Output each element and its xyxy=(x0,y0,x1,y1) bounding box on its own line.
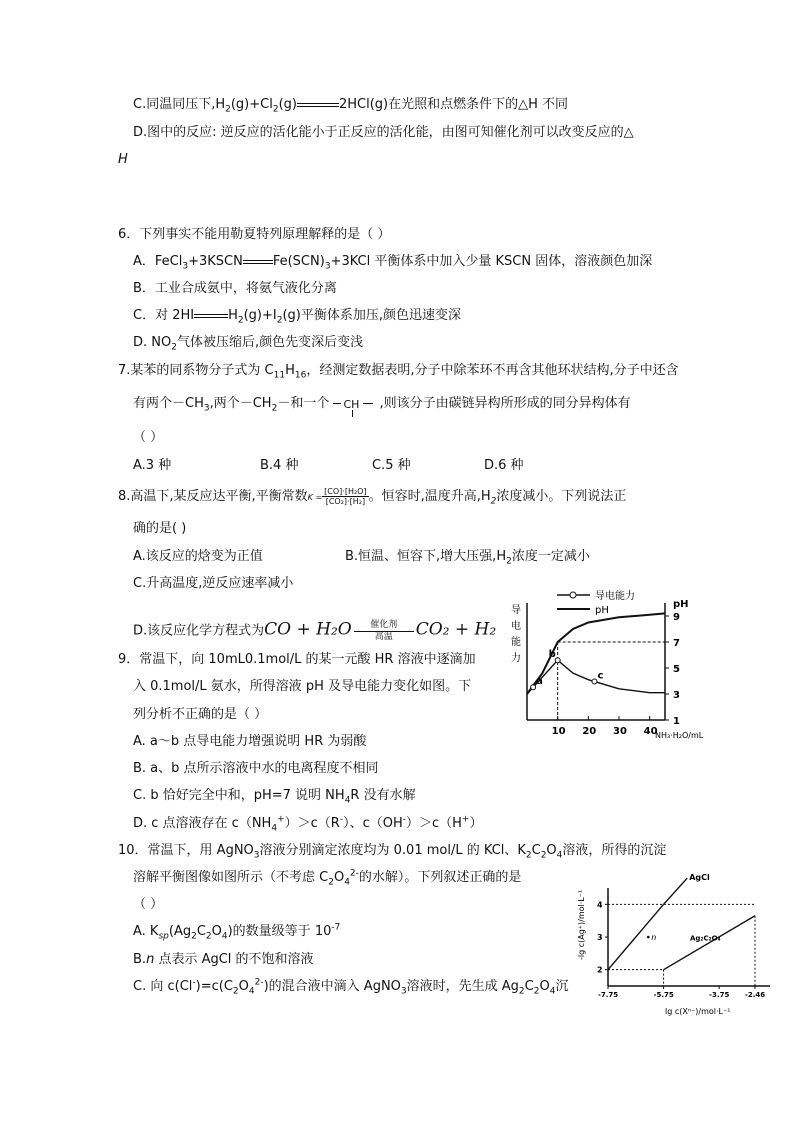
q8-line1: 8.高温下,某反应达平衡,平衡常数K = $\frac{\text{[CO]·[H₂O]}}{\text{[CO₂]·[H₂]}}$ 。恒容时,温度升高$,H_2$浓度减小。下列说法正 xyxy=(118,487,627,507)
q8-option-c: C.升高温度,逆反应速率减小 xyxy=(133,576,294,591)
agcl-line-ext xyxy=(664,878,688,904)
q10-option-a: A. $K_{sp}(Ag_2C_2O_4)$的数量级等于 $10^{-7}$ xyxy=(133,922,341,942)
q7-line2: 有两个$-CH_3$,两个$-CH_2-$和一个 CH ,则该分子由碳链异构所形成的同分异构体有 xyxy=(133,395,631,413)
q9-option-a: A. a～b 点导电能力增强说明 HR 为弱酸 xyxy=(133,734,367,749)
ph-tick-label: 5 xyxy=(673,664,680,675)
reaction-condition-arrow: 催化剂 高温 xyxy=(352,620,416,642)
point-label-b: b xyxy=(548,649,556,661)
y-axis-left-label-1: 导 xyxy=(511,605,521,616)
point-n-label: n xyxy=(651,933,657,942)
q6-option-d: D. $NO_2$气体被压缩后,颜色先变深后变浅 xyxy=(133,335,364,353)
legend-conductivity-marker xyxy=(570,592,576,598)
q10-option-b: B.n 点表示 AgCl 的不饱和溶液 xyxy=(133,952,314,967)
q10-line2: 溶解平衡图像如图所示（不考虑 $C_2O_4^{2-}$的水解）。下列叙述正确的是 xyxy=(133,868,522,888)
q10-blank: （ ） xyxy=(133,897,164,912)
ph-tick-label: 9 xyxy=(673,612,680,623)
q6-option-b: B．工业合成氨中，将氨气液化分离 xyxy=(133,281,337,296)
y-tick-label: 2 xyxy=(597,965,603,975)
ph-tick-label: 1 xyxy=(673,716,680,727)
y-axis-left-label-3: 能 xyxy=(511,637,521,648)
point-b xyxy=(555,658,560,663)
y-axis-left-label-4: 力 xyxy=(511,653,521,664)
x-tick-label: 10 xyxy=(551,726,566,737)
q8-option-a: A.该反应的焓变为正值 xyxy=(133,549,263,564)
q6-option-c: C．对 2HI $H_2(g)+I_2(g)$平衡体系加压,颜色迅速变深 xyxy=(133,308,461,326)
q9-option-b: B. a、b 点所示溶液中水的电离程度不相同 xyxy=(133,761,379,776)
equals-sign-icon xyxy=(297,99,339,111)
q9-option-d: D. c 点溶液存在 $c(NH_4^+)>c(R^-)$、c（OH-）＞c（H+） xyxy=(133,814,483,834)
x-axis-label: NH₃·H₂O/mL xyxy=(655,731,704,740)
q7-line1: 7.某苯的同系物分子式为 $C_{11}H_{16}$，经测定数据表明,分子中除苯环不再含其他环状结构,分子中还含 xyxy=(118,363,679,381)
q9-chart xyxy=(505,585,710,745)
q9-option-c: C. b 恰好完全中和，pH=7 说明 $NH_4R$ 没有水解 xyxy=(133,788,416,806)
q7-option-c: C.5 种 xyxy=(372,458,411,473)
legend-conductivity-label: 导电能力 xyxy=(595,591,635,602)
ph-tick-label: 7 xyxy=(673,638,680,649)
ag2c2o4-line xyxy=(664,916,755,970)
point-n xyxy=(647,936,650,939)
point-c xyxy=(592,679,597,684)
y-tick-label: 4 xyxy=(597,900,603,910)
equilibrium-constant-fraction: $\frac{\text{[CO]·[H₂O]}}{\text{[CO₂]·[H₂]}}$ xyxy=(324,487,367,506)
x-tick-label: -7.75 xyxy=(598,991,619,999)
q5-option-d-cont: H xyxy=(118,152,128,167)
y-tick-label: 3 xyxy=(597,933,603,942)
y-axis-label: -lg c(Ag⁺)/mol·L⁻¹ xyxy=(577,889,586,960)
point-label-a: a xyxy=(536,676,543,688)
legend-ph-label: pH xyxy=(595,605,609,616)
q7-option-b: B.4 种 xyxy=(260,458,299,473)
q9-line3: 列分析不正确的是（ ） xyxy=(133,707,268,722)
q8-line2: 确的是( ) xyxy=(133,521,187,536)
q7-option-a: A.3 种 xyxy=(133,458,172,473)
x-tick-label: 20 xyxy=(582,726,597,737)
equilibrium-arrow-icon xyxy=(194,310,228,322)
q9-line1: 9．常温下，向 10mL0.1mol/L 的某一元酸 HR 溶液中逐滴加 xyxy=(118,652,476,667)
q5-option-d: D.图中的反应: 逆反应的活化能小于正反应的活化能，由图可知催化剂可以改变反应的△ xyxy=(133,125,634,140)
y-axis-left-label-2: 电 xyxy=(511,621,521,632)
ch-group-structure: CH xyxy=(333,396,379,412)
x-axis-label: lg c(Xⁿ⁻)/mol·L⁻¹ xyxy=(665,1007,731,1016)
q6-stem: 6．下列事实不能用勒夏特列原理解释的是（ ） xyxy=(118,227,391,242)
q7-option-d: D.6 种 xyxy=(484,458,524,473)
q10-chart xyxy=(570,873,776,1020)
y-axis-right-label: pH xyxy=(673,599,689,610)
point-a xyxy=(531,685,536,690)
q6-option-a: A．FeCl$_3$+3KSCN $Fe(SCN)_3+3KCl$ 平衡体系中加入少量 KSCN 固体，溶液颜色加深 xyxy=(133,254,653,272)
equilibrium-arrow-icon xyxy=(243,256,273,268)
q8-option-d: D.该反应化学方程式为CO + H₂O 催化剂 高温 CO₂ + H₂ xyxy=(133,619,497,642)
ag2c2o4-label: Ag₂C₂O₄ xyxy=(689,934,721,943)
x-tick-label: 30 xyxy=(613,726,627,737)
conductivity-curve xyxy=(527,660,665,694)
x-tick-label: -3.75 xyxy=(709,991,730,999)
ph-tick-label: 3 xyxy=(673,690,680,701)
q9-line2: 入 0.1mol/L 氨水，所得溶液 pH 及导电能力变化如图。下 xyxy=(133,679,472,694)
x-tick-label: -2.46 xyxy=(745,991,766,999)
q5-option-c: C.同温同压下$,H_2(g)+Cl_2(g)$ 2HCl(g)在光照和点燃条件下的△H 不同 xyxy=(133,97,569,115)
point-label-c: c xyxy=(597,670,604,682)
agcl-label: AgCl xyxy=(689,873,710,883)
q8-option-b: B.恒温、恒容下,增大压强$,H_2$浓度一定减小 xyxy=(345,549,590,567)
q7-blank: （ ） xyxy=(133,430,164,445)
q10-option-c: C. 向 $c(Cl^-)=c(C_2O_4^{2-})$的混合液中滴入 AgNO$_3$溶液时，先生成 $Ag_2C_2O_4$沉 xyxy=(133,977,569,997)
x-tick-label: 40 xyxy=(643,726,658,737)
x-tick-label: -5.75 xyxy=(653,991,674,999)
q10-line1: 10．常温下，用 AgNO$_3$溶液分别滴定浓度均为 0.01 mol/L 的 KCl、$K_2C_2O_4$溶液，所得的沉淀 xyxy=(118,843,667,861)
